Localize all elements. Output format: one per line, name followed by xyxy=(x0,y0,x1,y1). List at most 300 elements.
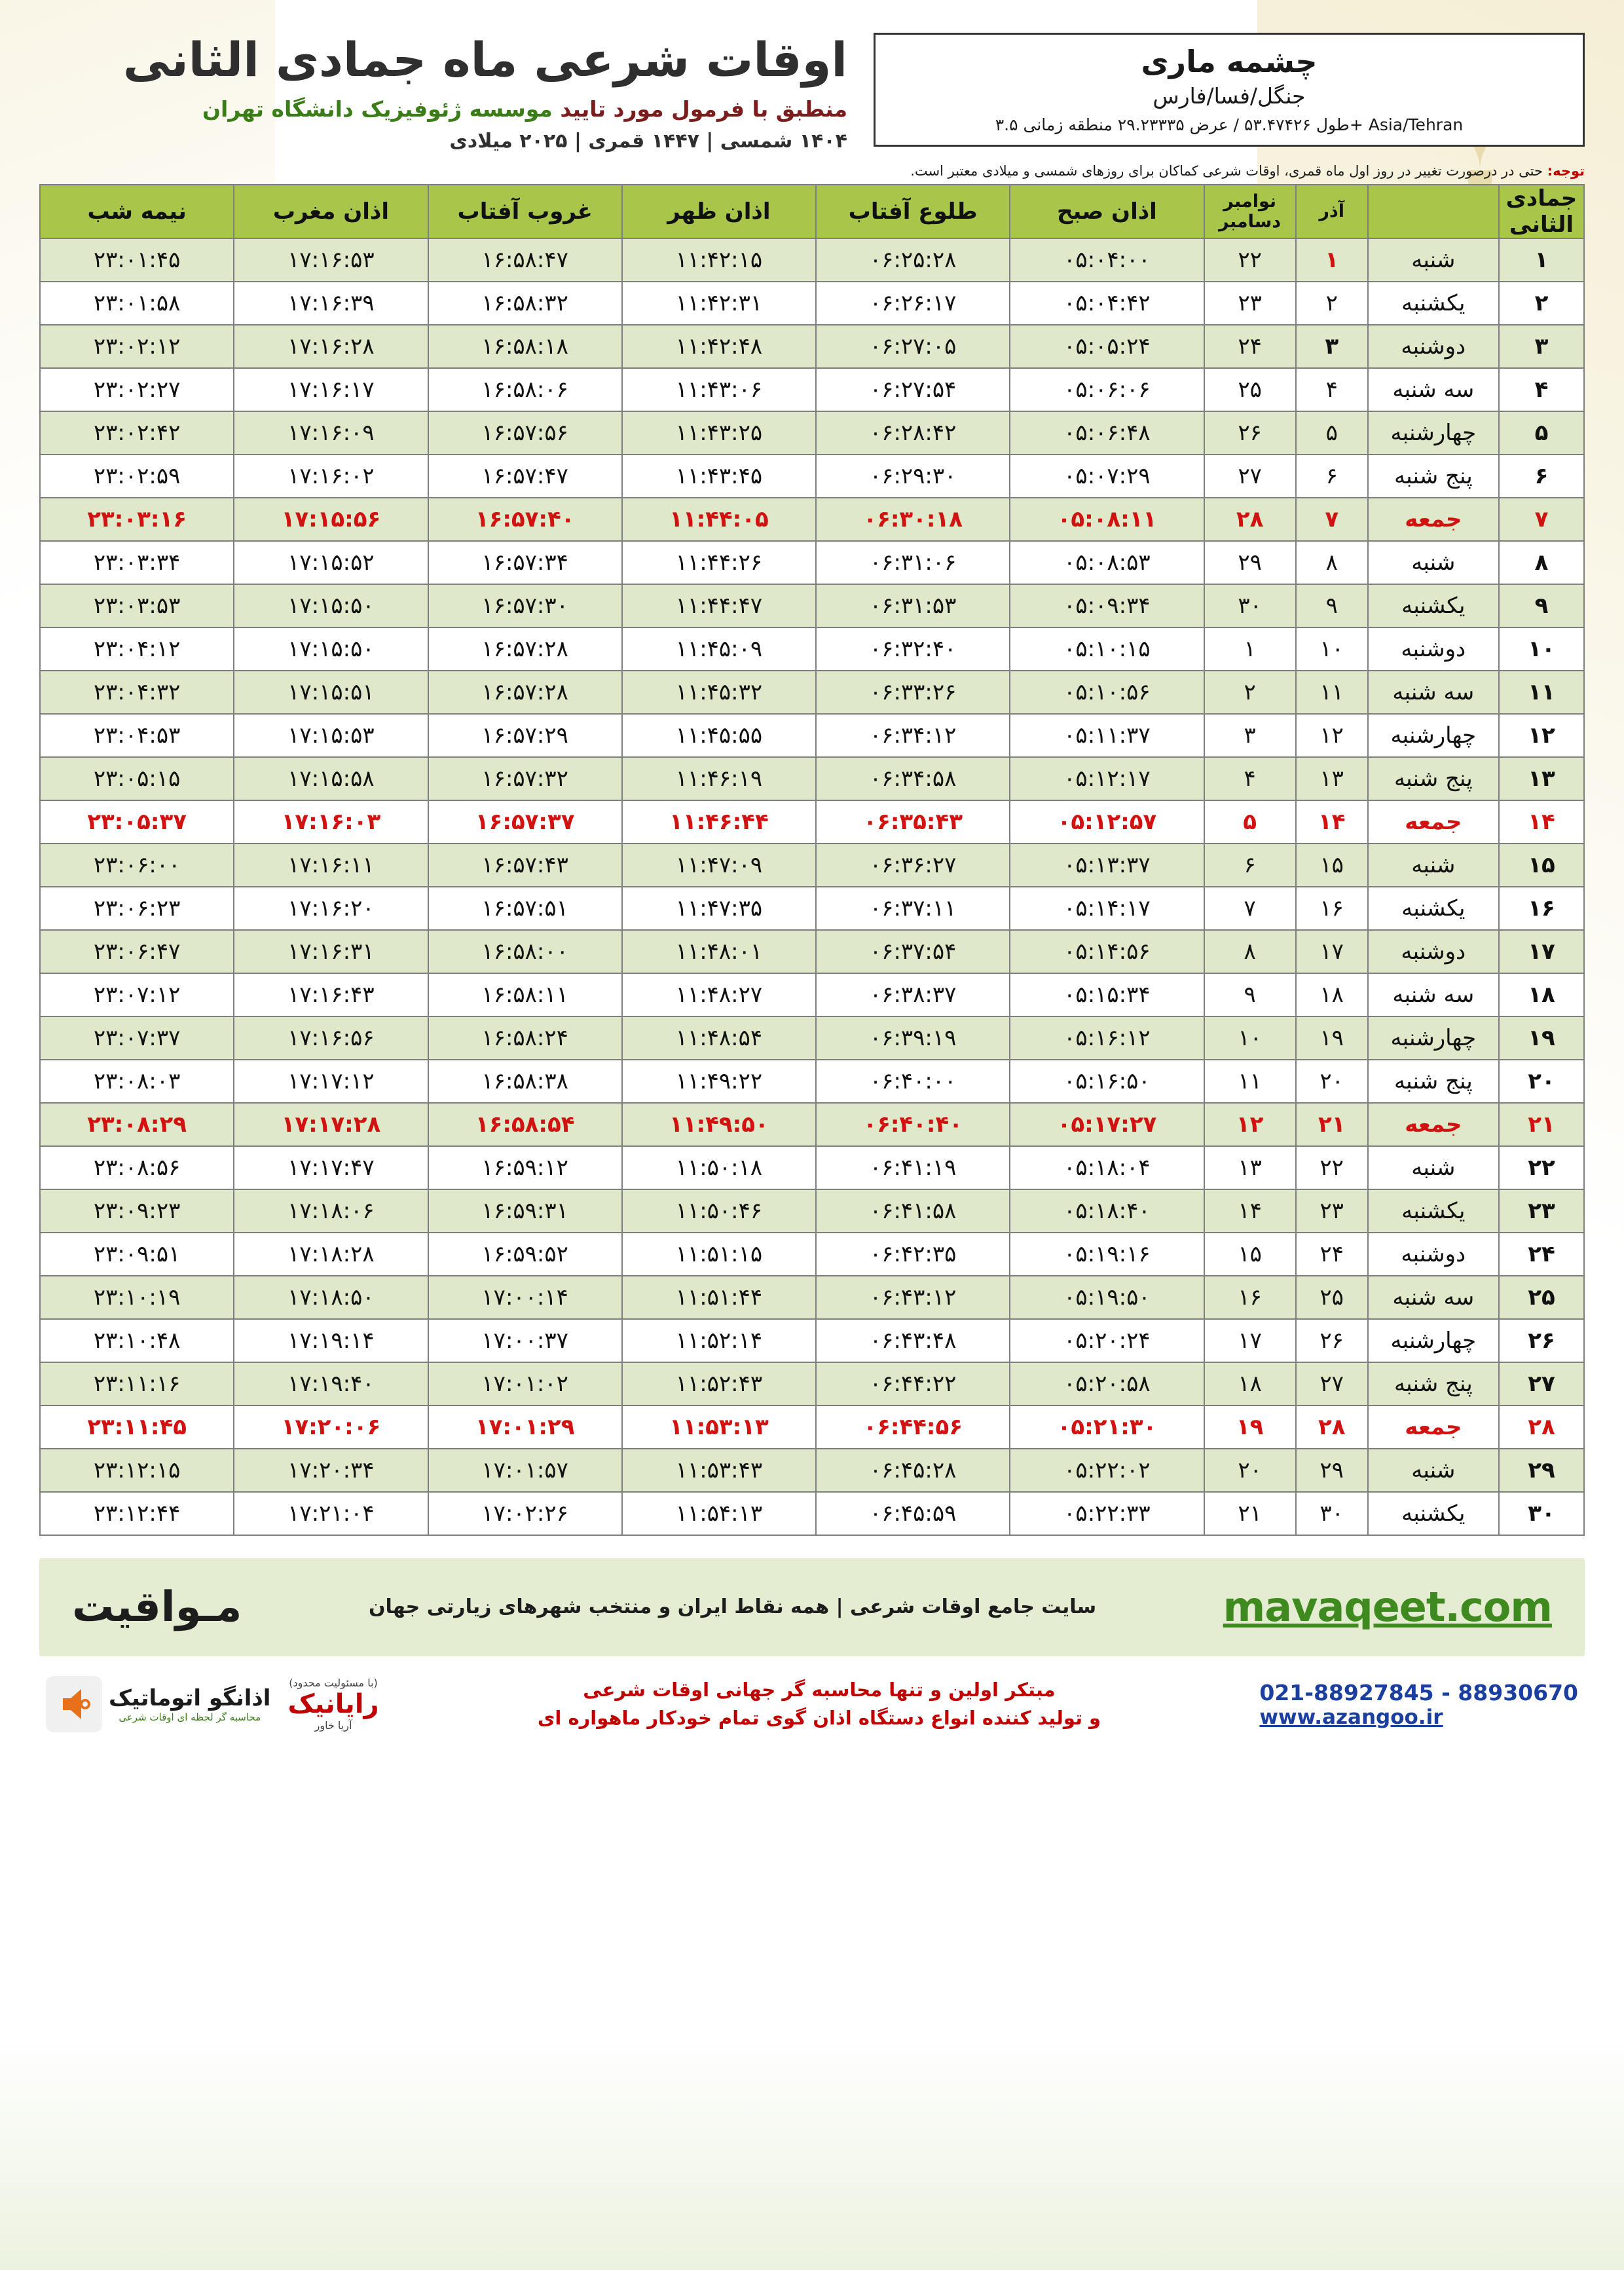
cell-midnight: ۲۳:۰۸:۰۳ xyxy=(40,1060,234,1103)
cell-maghrib: ۱۷:۱۶:۱۱ xyxy=(234,844,428,887)
cell-maghrib: ۱۷:۱۶:۴۳ xyxy=(234,973,428,1016)
cell-azar-day: ۲۸ xyxy=(1296,1405,1368,1449)
cell-maghrib: ۱۷:۲۰:۰۶ xyxy=(234,1405,428,1449)
cell-gregorian-day: ۱۶ xyxy=(1204,1276,1296,1319)
cell-azar-day: ۱۵ xyxy=(1296,844,1368,887)
cell-sunset: ۱۶:۵۷:۵۶ xyxy=(428,411,622,455)
cell-sunrise: ۰۶:۲۷:۵۴ xyxy=(816,368,1010,411)
cell-sunset: ۱۶:۵۸:۲۴ xyxy=(428,1016,622,1060)
cell-midnight: ۲۳:۰۴:۵۳ xyxy=(40,714,234,757)
cell-sunset: ۱۷:۰۰:۳۷ xyxy=(428,1319,622,1362)
cell-fajr: ۰۵:۱۸:۴۰ xyxy=(1010,1189,1204,1233)
cell-hijri-day: ۱۰ xyxy=(1499,627,1584,671)
cell-hijri-day: ۱۹ xyxy=(1499,1016,1584,1060)
cell-gregorian-day: ۱۸ xyxy=(1204,1362,1296,1405)
cell-hijri-day: ۱۶ xyxy=(1499,887,1584,930)
cell-dhuhr: ۱۱:۴۵:۰۹ xyxy=(622,627,816,671)
cell-sunset: ۱۶:۵۷:۳۲ xyxy=(428,757,622,800)
cell-sunset: ۱۷:۰۰:۱۴ xyxy=(428,1276,622,1319)
cell-midnight: ۲۳:۰۶:۲۳ xyxy=(40,887,234,930)
cell-maghrib: ۱۷:۱۵:۵۸ xyxy=(234,757,428,800)
cell-fajr: ۰۵:۰۷:۲۹ xyxy=(1010,455,1204,498)
cell-sunset: ۱۶:۵۸:۰۶ xyxy=(428,368,622,411)
cell-azar-day: ۱۱ xyxy=(1296,671,1368,714)
cell-weekday: چهارشنبه xyxy=(1368,1319,1499,1362)
cell-sunset: ۱۶:۵۸:۳۲ xyxy=(428,282,622,325)
cell-fajr: ۰۵:۰۴:۰۰ xyxy=(1010,238,1204,282)
cell-midnight: ۲۳:۱۱:۱۶ xyxy=(40,1362,234,1405)
cell-midnight: ۲۳:۱۲:۱۵ xyxy=(40,1449,234,1492)
cell-sunset: ۱۶:۵۸:۳۸ xyxy=(428,1060,622,1103)
cell-dhuhr: ۱۱:۵۰:۴۶ xyxy=(622,1189,816,1233)
cell-sunrise: ۰۶:۲۶:۱۷ xyxy=(816,282,1010,325)
company-description xyxy=(399,1676,1240,1733)
cell-weekday: پنج شنبه xyxy=(1368,757,1499,800)
cell-weekday: دوشنبه xyxy=(1368,325,1499,368)
cell-sunrise: ۰۶:۲۸:۴۲ xyxy=(816,411,1010,455)
cell-fajr: ۰۵:۲۰:۲۴ xyxy=(1010,1319,1204,1362)
cell-weekday: یکشنبه xyxy=(1368,887,1499,930)
cell-dhuhr: ۱۱:۴۷:۰۹ xyxy=(622,844,816,887)
cell-maghrib: ۱۷:۱۸:۵۰ xyxy=(234,1276,428,1319)
cell-azar-day: ۸ xyxy=(1296,541,1368,584)
cell-midnight: ۲۳:۰۸:۵۶ xyxy=(40,1146,234,1189)
azangoo-logo-text: اذانگو اتوماتیک xyxy=(109,1685,271,1712)
table-row xyxy=(40,1233,1584,1276)
cell-sunrise: ۰۶:۴۰:۴۰ xyxy=(816,1103,1010,1146)
cell-gregorian-day: ۳۰ xyxy=(1204,584,1296,627)
cell-sunset: ۱۶:۵۹:۱۲ xyxy=(428,1146,622,1189)
cell-dhuhr: ۱۱:۴۶:۱۹ xyxy=(622,757,816,800)
cell-fajr: ۰۵:۱۰:۱۵ xyxy=(1010,627,1204,671)
location-name: چشمه ماری xyxy=(1141,44,1318,79)
cell-fajr: ۰۵:۱۳:۳۷ xyxy=(1010,844,1204,887)
cell-gregorian-day: ۱۷ xyxy=(1204,1319,1296,1362)
table-row xyxy=(40,1405,1584,1449)
column-header-midnight: نیمه شب xyxy=(40,185,234,238)
cell-gregorian-day: ۶ xyxy=(1204,844,1296,887)
location-coordinates: طول ۵۳.۴۷۴۲۶ / عرض ۲۹.۲۳۳۳۵ منطقه زمانی ۳.۵+ Asia/Tehran xyxy=(995,115,1464,134)
cell-fajr: ۰۵:۲۰:۵۸ xyxy=(1010,1362,1204,1405)
column-header-azar: آذر xyxy=(1296,185,1368,238)
cell-maghrib: ۱۷:۱۶:۱۷ xyxy=(234,368,428,411)
cell-sunrise: ۰۶:۴۰:۰۰ xyxy=(816,1060,1010,1103)
cell-fajr: ۰۵:۰۸:۱۱ xyxy=(1010,498,1204,541)
cell-gregorian-day: ۱۳ xyxy=(1204,1146,1296,1189)
cell-sunrise: ۰۶:۴۳:۱۲ xyxy=(816,1276,1010,1319)
cell-sunset: ۱۶:۵۷:۳۴ xyxy=(428,541,622,584)
cell-hijri-day: ۱۴ xyxy=(1499,800,1584,844)
cell-hijri-day: ۲۲ xyxy=(1499,1146,1584,1189)
footer-logos xyxy=(46,1676,379,1732)
cell-weekday: یکشنبه xyxy=(1368,1189,1499,1233)
cell-midnight: ۲۳:۰۷:۱۲ xyxy=(40,973,234,1016)
cell-fajr: ۰۵:۱۱:۳۷ xyxy=(1010,714,1204,757)
cell-sunrise: ۰۶:۴۳:۴۸ xyxy=(816,1319,1010,1362)
cell-sunset: ۱۶:۵۷:۵۱ xyxy=(428,887,622,930)
cell-hijri-day: ۱۵ xyxy=(1499,844,1584,887)
cell-weekday: سه شنبه xyxy=(1368,368,1499,411)
cell-gregorian-day: ۴ xyxy=(1204,757,1296,800)
cell-sunset: ۱۷:۰۱:۵۷ xyxy=(428,1449,622,1492)
cell-sunrise: ۰۶:۴۴:۵۶ xyxy=(816,1405,1010,1449)
cell-dhuhr: ۱۱:۴۷:۳۵ xyxy=(622,887,816,930)
cell-gregorian-day: ۲۴ xyxy=(1204,325,1296,368)
cell-midnight: ۲۳:۰۶:۴۷ xyxy=(40,930,234,973)
table-row xyxy=(40,1319,1584,1362)
cell-weekday: چهارشنبه xyxy=(1368,714,1499,757)
cell-sunrise: ۰۶:۳۰:۱۸ xyxy=(816,498,1010,541)
company-description-line-2: و تولید کننده انواع دستگاه اذان گوی تمام خودکار ماهواره ای xyxy=(537,1707,1101,1730)
cell-sunrise: ۰۶:۴۱:۱۹ xyxy=(816,1146,1010,1189)
subtitle-red: منطبق با فرمول مورد تایید xyxy=(560,96,847,122)
cell-azar-day: ۲۴ xyxy=(1296,1233,1368,1276)
cell-fajr: ۰۵:۰۴:۴۲ xyxy=(1010,282,1204,325)
cell-sunset: ۱۶:۵۷:۲۹ xyxy=(428,714,622,757)
cell-hijri-day: ۴ xyxy=(1499,368,1584,411)
cell-dhuhr: ۱۱:۴۲:۳۱ xyxy=(622,282,816,325)
cell-gregorian-day: ۲۷ xyxy=(1204,455,1296,498)
prayer-times-table-wrapper xyxy=(0,184,1624,1536)
cell-hijri-day: ۱۱ xyxy=(1499,671,1584,714)
table-row xyxy=(40,1449,1584,1492)
cell-sunrise: ۰۶:۳۷:۵۴ xyxy=(816,930,1010,973)
cell-midnight: ۲۳:۰۴:۳۲ xyxy=(40,671,234,714)
cell-sunset: ۱۶:۵۸:۱۸ xyxy=(428,325,622,368)
table-row xyxy=(40,584,1584,627)
cell-maghrib: ۱۷:۱۹:۱۴ xyxy=(234,1319,428,1362)
cell-midnight: ۲۳:۰۸:۲۹ xyxy=(40,1103,234,1146)
cell-azar-day: ۲۳ xyxy=(1296,1189,1368,1233)
page-footer xyxy=(0,1558,1624,1733)
table-row xyxy=(40,498,1584,541)
cell-gregorian-day: ۲ xyxy=(1204,671,1296,714)
cell-azar-day: ۲ xyxy=(1296,282,1368,325)
cell-azar-day: ۱۶ xyxy=(1296,887,1368,930)
cell-sunrise: ۰۶:۴۵:۲۸ xyxy=(816,1449,1010,1492)
cell-weekday: سه شنبه xyxy=(1368,1276,1499,1319)
azangoo-logo xyxy=(46,1676,270,1732)
table-row xyxy=(40,1276,1584,1319)
cell-fajr: ۰۵:۱۵:۳۴ xyxy=(1010,973,1204,1016)
cell-maghrib: ۱۷:۱۵:۵۳ xyxy=(234,714,428,757)
cell-dhuhr: ۱۱:۴۶:۴۴ xyxy=(622,800,816,844)
cell-sunset: ۱۶:۵۸:۵۴ xyxy=(428,1103,622,1146)
table-body xyxy=(40,238,1584,1535)
cell-midnight: ۲۳:۰۲:۲۷ xyxy=(40,368,234,411)
cell-sunrise: ۰۶:۳۱:۰۶ xyxy=(816,541,1010,584)
cell-dhuhr: ۱۱:۵۳:۴۳ xyxy=(622,1449,816,1492)
column-header-november-december: نوامبر دسامبر xyxy=(1204,185,1296,238)
cell-dhuhr: ۱۱:۴۲:۴۸ xyxy=(622,325,816,368)
cell-weekday: چهارشنبه xyxy=(1368,411,1499,455)
cell-midnight: ۲۳:۰۳:۱۶ xyxy=(40,498,234,541)
cell-gregorian-day: ۳ xyxy=(1204,714,1296,757)
phone-number: 021-88927845 - 88930670 xyxy=(1259,1679,1578,1705)
cell-azar-day: ۱۷ xyxy=(1296,930,1368,973)
cell-maghrib: ۱۷:۱۷:۱۲ xyxy=(234,1060,428,1103)
table-row xyxy=(40,1103,1584,1146)
footer-contact-bar xyxy=(39,1656,1585,1733)
cell-sunset: ۱۶:۵۹:۳۱ xyxy=(428,1189,622,1233)
cell-hijri-day: ۷ xyxy=(1499,498,1584,541)
cell-sunrise: ۰۶:۳۴:۵۸ xyxy=(816,757,1010,800)
cell-midnight: ۲۳:۱۱:۴۵ xyxy=(40,1405,234,1449)
cell-hijri-day: ۱۷ xyxy=(1499,930,1584,973)
table-row xyxy=(40,1146,1584,1189)
cell-azar-day: ۱۰ xyxy=(1296,627,1368,671)
cell-hijri-day: ۲۵ xyxy=(1499,1276,1584,1319)
cell-sunrise: ۰۶:۳۲:۴۰ xyxy=(816,627,1010,671)
cell-sunrise: ۰۶:۳۴:۱۲ xyxy=(816,714,1010,757)
cell-midnight: ۲۳:۰۳:۳۴ xyxy=(40,541,234,584)
table-row xyxy=(40,1189,1584,1233)
cell-maghrib: ۱۷:۱۵:۵۰ xyxy=(234,627,428,671)
cell-dhuhr: ۱۱:۴۸:۲۷ xyxy=(622,973,816,1016)
footer-tagline: سایت جامع اوقات شرعی | همه نقاط ایران و منتخب شهرهای زیارتی جهان xyxy=(368,1595,1097,1619)
azangoo-site-link[interactable]: www.azangoo.ir xyxy=(1259,1705,1443,1729)
cell-weekday: سه شنبه xyxy=(1368,973,1499,1016)
cell-sunset: ۱۶:۵۷:۴۳ xyxy=(428,844,622,887)
cell-weekday: شنبه xyxy=(1368,541,1499,584)
cell-weekday: یکشنبه xyxy=(1368,1492,1499,1535)
cell-maghrib: ۱۷:۱۶:۰۳ xyxy=(234,800,428,844)
cell-azar-day: ۶ xyxy=(1296,455,1368,498)
cell-gregorian-day: ۱۵ xyxy=(1204,1233,1296,1276)
cell-fajr: ۰۵:۲۱:۳۰ xyxy=(1010,1405,1204,1449)
cell-fajr: ۰۵:۱۸:۰۴ xyxy=(1010,1146,1204,1189)
cell-fajr: ۰۵:۱۶:۱۲ xyxy=(1010,1016,1204,1060)
cell-weekday: یکشنبه xyxy=(1368,584,1499,627)
cell-weekday: دوشنبه xyxy=(1368,1233,1499,1276)
table-row xyxy=(40,411,1584,455)
cell-azar-day: ۳۰ xyxy=(1296,1492,1368,1535)
cell-weekday: جمعه xyxy=(1368,1103,1499,1146)
cell-gregorian-day: ۱ xyxy=(1204,627,1296,671)
cell-azar-day: ۲۷ xyxy=(1296,1362,1368,1405)
rayanic-logo-text xyxy=(287,1689,378,1719)
cell-fajr: ۰۵:۱۲:۵۷ xyxy=(1010,800,1204,844)
calendar-years: ۱۴۰۴ شمسی | ۱۴۴۷ قمری | ۲۰۲۵ میلادی xyxy=(449,129,847,153)
table-row xyxy=(40,1362,1584,1405)
cell-midnight: ۲۳:۰۷:۳۷ xyxy=(40,1016,234,1060)
table-row xyxy=(40,887,1584,930)
cell-azar-day: ۲۹ xyxy=(1296,1449,1368,1492)
cell-maghrib: ۱۷:۱۶:۳۹ xyxy=(234,282,428,325)
cell-maghrib: ۱۷:۱۵:۵۲ xyxy=(234,541,428,584)
cell-sunrise: ۰۶:۴۲:۳۵ xyxy=(816,1233,1010,1276)
cell-weekday: جمعه xyxy=(1368,498,1499,541)
cell-weekday: پنج شنبه xyxy=(1368,1060,1499,1103)
cell-weekday: پنج شنبه xyxy=(1368,455,1499,498)
table-row xyxy=(40,757,1584,800)
cell-dhuhr: ۱۱:۴۳:۰۶ xyxy=(622,368,816,411)
column-header-fajr: اذان صبح xyxy=(1010,185,1204,238)
cell-weekday: شنبه xyxy=(1368,1449,1499,1492)
cell-sunrise: ۰۶:۲۵:۲۸ xyxy=(816,238,1010,282)
cell-gregorian-day: ۱۰ xyxy=(1204,1016,1296,1060)
cell-sunset: ۱۷:۰۱:۰۲ xyxy=(428,1362,622,1405)
cell-sunset: ۱۶:۵۷:۲۸ xyxy=(428,671,622,714)
subtitle-green: موسسه ژئوفیزیک دانشگاه تهران xyxy=(202,96,553,122)
cell-gregorian-day: ۲۱ xyxy=(1204,1492,1296,1535)
table-row xyxy=(40,671,1584,714)
cell-dhuhr: ۱۱:۴۹:۲۲ xyxy=(622,1060,816,1103)
cell-sunset: ۱۶:۵۷:۲۸ xyxy=(428,627,622,671)
cell-midnight: ۲۳:۱۰:۱۹ xyxy=(40,1276,234,1319)
cell-hijri-day: ۲۷ xyxy=(1499,1362,1584,1405)
company-description-line-1: مبتکر اولین و تنها محاسبه گر جهانی اوقات شرعی xyxy=(583,1678,1056,1701)
cell-maghrib: ۱۷:۲۱:۰۴ xyxy=(234,1492,428,1535)
cell-midnight: ۲۳:۰۵:۱۵ xyxy=(40,757,234,800)
cell-maghrib: ۱۷:۱۵:۵۶ xyxy=(234,498,428,541)
cell-weekday: شنبه xyxy=(1368,1146,1499,1189)
cell-sunrise: ۰۶:۳۸:۳۷ xyxy=(816,973,1010,1016)
cell-maghrib: ۱۷:۲۰:۳۴ xyxy=(234,1449,428,1492)
cell-weekday: شنبه xyxy=(1368,238,1499,282)
cell-hijri-day: ۸ xyxy=(1499,541,1584,584)
cell-azar-day: ۲۰ xyxy=(1296,1060,1368,1103)
page-subtitle xyxy=(39,96,847,122)
rayanic-logo-sub: آریا خاور xyxy=(314,1719,352,1732)
cell-weekday: شنبه xyxy=(1368,844,1499,887)
cell-gregorian-day: ۱۱ xyxy=(1204,1060,1296,1103)
cell-weekday: دوشنبه xyxy=(1368,930,1499,973)
cell-dhuhr: ۱۱:۴۳:۴۵ xyxy=(622,455,816,498)
cell-dhuhr: ۱۱:۴۸:۰۱ xyxy=(622,930,816,973)
page-header xyxy=(0,0,1624,153)
azangoo-speaker-icon xyxy=(46,1676,102,1732)
background-wash-bottom xyxy=(0,2034,1624,2270)
cell-maghrib: ۱۷:۱۶:۰۲ xyxy=(234,455,428,498)
cell-sunset: ۱۷:۰۱:۲۹ xyxy=(428,1405,622,1449)
table-row xyxy=(40,1492,1584,1535)
cell-dhuhr: ۱۱:۵۳:۱۳ xyxy=(622,1405,816,1449)
cell-azar-day: ۱۹ xyxy=(1296,1016,1368,1060)
cell-maghrib: ۱۷:۱۶:۰۹ xyxy=(234,411,428,455)
cell-midnight: ۲۳:۱۲:۴۴ xyxy=(40,1492,234,1535)
cell-gregorian-day: ۷ xyxy=(1204,887,1296,930)
cell-azar-day: ۱۴ xyxy=(1296,800,1368,844)
cell-midnight: ۲۳:۰۶:۰۰ xyxy=(40,844,234,887)
cell-sunrise: ۰۶:۳۹:۱۹ xyxy=(816,1016,1010,1060)
title-block xyxy=(39,33,854,153)
cell-dhuhr: ۱۱:۵۱:۴۴ xyxy=(622,1276,816,1319)
cell-sunset: ۱۶:۵۸:۴۷ xyxy=(428,238,622,282)
column-header-sunrise: طلوع آفتاب xyxy=(816,185,1010,238)
cell-azar-day: ۳ xyxy=(1296,325,1368,368)
cell-sunrise: ۰۶:۳۵:۴۳ xyxy=(816,800,1010,844)
rayanic-logo-name: رایانیک xyxy=(287,1689,379,1720)
table-row xyxy=(40,844,1584,887)
cell-hijri-day: ۶ xyxy=(1499,455,1584,498)
footer-brand-bar xyxy=(39,1558,1585,1656)
cell-gregorian-day: ۲۶ xyxy=(1204,411,1296,455)
cell-fajr: ۰۵:۱۷:۲۷ xyxy=(1010,1103,1204,1146)
cell-maghrib: ۱۷:۱۷:۲۸ xyxy=(234,1103,428,1146)
cell-dhuhr: ۱۱:۵۰:۱۸ xyxy=(622,1146,816,1189)
cell-gregorian-day: ۲۵ xyxy=(1204,368,1296,411)
azangoo-logo-sub: محاسبه گر لحظه ای اوقات شرعی xyxy=(119,1711,261,1724)
cell-azar-day: ۱۳ xyxy=(1296,757,1368,800)
cell-dhuhr: ۱۱:۴۳:۲۵ xyxy=(622,411,816,455)
cell-azar-day: ۷ xyxy=(1296,498,1368,541)
cell-hijri-day: ۳ xyxy=(1499,325,1584,368)
table-row xyxy=(40,325,1584,368)
cell-midnight: ۲۳:۰۱:۵۸ xyxy=(40,282,234,325)
cell-weekday: جمعه xyxy=(1368,1405,1499,1449)
cell-maghrib: ۱۷:۱۹:۴۰ xyxy=(234,1362,428,1405)
cell-hijri-day: ۹ xyxy=(1499,584,1584,627)
cell-hijri-day: ۲۴ xyxy=(1499,1233,1584,1276)
table-row xyxy=(40,368,1584,411)
cell-azar-day: ۱ xyxy=(1296,238,1368,282)
cell-sunrise: ۰۶:۳۱:۵۳ xyxy=(816,584,1010,627)
mavaqeet-site-link[interactable]: mavaqeet.com xyxy=(1223,1583,1552,1631)
cell-gregorian-day: ۲۳ xyxy=(1204,282,1296,325)
cell-weekday: دوشنبه xyxy=(1368,627,1499,671)
cell-dhuhr: ۱۱:۵۲:۱۴ xyxy=(622,1319,816,1362)
table-row xyxy=(40,1060,1584,1103)
cell-sunrise: ۰۶:۴۴:۲۲ xyxy=(816,1362,1010,1405)
cell-hijri-day: ۱۳ xyxy=(1499,757,1584,800)
cell-hijri-day: ۵ xyxy=(1499,411,1584,455)
cell-maghrib: ۱۷:۱۷:۴۷ xyxy=(234,1146,428,1189)
cell-hijri-day: ۲۱ xyxy=(1499,1103,1584,1146)
cell-hijri-day: ۲۳ xyxy=(1499,1189,1584,1233)
cell-maghrib: ۱۷:۱۸:۲۸ xyxy=(234,1233,428,1276)
cell-azar-day: ۵ xyxy=(1296,411,1368,455)
cell-midnight: ۲۳:۰۵:۳۷ xyxy=(40,800,234,844)
table-row xyxy=(40,282,1584,325)
cell-azar-day: ۲۲ xyxy=(1296,1146,1368,1189)
cell-fajr: ۰۵:۰۹:۳۴ xyxy=(1010,584,1204,627)
cell-dhuhr: ۱۱:۴۴:۴۷ xyxy=(622,584,816,627)
cell-fajr: ۰۵:۰۶:۴۸ xyxy=(1010,411,1204,455)
cell-fajr: ۰۵:۱۰:۵۶ xyxy=(1010,671,1204,714)
cell-fajr: ۰۵:۲۲:۳۳ xyxy=(1010,1492,1204,1535)
cell-weekday: پنج شنبه xyxy=(1368,1362,1499,1405)
cell-hijri-day: ۲۸ xyxy=(1499,1405,1584,1449)
cell-dhuhr: ۱۱:۴۴:۲۶ xyxy=(622,541,816,584)
cell-azar-day: ۴ xyxy=(1296,368,1368,411)
cell-sunset: ۱۶:۵۷:۴۰ xyxy=(428,498,622,541)
table-row xyxy=(40,1016,1584,1060)
cell-midnight: ۲۳:۰۹:۲۳ xyxy=(40,1189,234,1233)
cell-weekday: یکشنبه xyxy=(1368,282,1499,325)
cell-fajr: ۰۵:۱۴:۱۷ xyxy=(1010,887,1204,930)
footer-brand-word: مـواقیت xyxy=(72,1582,242,1631)
cell-midnight: ۲۳:۰۴:۱۲ xyxy=(40,627,234,671)
cell-dhuhr: ۱۱:۵۲:۴۳ xyxy=(622,1362,816,1405)
cell-dhuhr: ۱۱:۴۵:۳۲ xyxy=(622,671,816,714)
cell-hijri-day: ۲۶ xyxy=(1499,1319,1584,1362)
cell-maghrib: ۱۷:۱۶:۵۶ xyxy=(234,1016,428,1060)
cell-fajr: ۰۵:۰۶:۰۶ xyxy=(1010,368,1204,411)
table-row xyxy=(40,714,1584,757)
table-row xyxy=(40,627,1584,671)
cell-sunrise: ۰۶:۴۵:۵۹ xyxy=(816,1492,1010,1535)
cell-azar-day: ۲۵ xyxy=(1296,1276,1368,1319)
cell-dhuhr: ۱۱:۵۱:۱۵ xyxy=(622,1233,816,1276)
column-header-maghrib: اذان مغرب xyxy=(234,185,428,238)
cell-maghrib: ۱۷:۱۶:۳۱ xyxy=(234,930,428,973)
prayer-times-table xyxy=(39,184,1585,1536)
cell-sunset: ۱۶:۵۸:۱۱ xyxy=(428,973,622,1016)
cell-maghrib: ۱۷:۱۶:۲۰ xyxy=(234,887,428,930)
cell-sunrise: ۰۶:۴۱:۵۸ xyxy=(816,1189,1010,1233)
cell-gregorian-day: ۲۲ xyxy=(1204,238,1296,282)
